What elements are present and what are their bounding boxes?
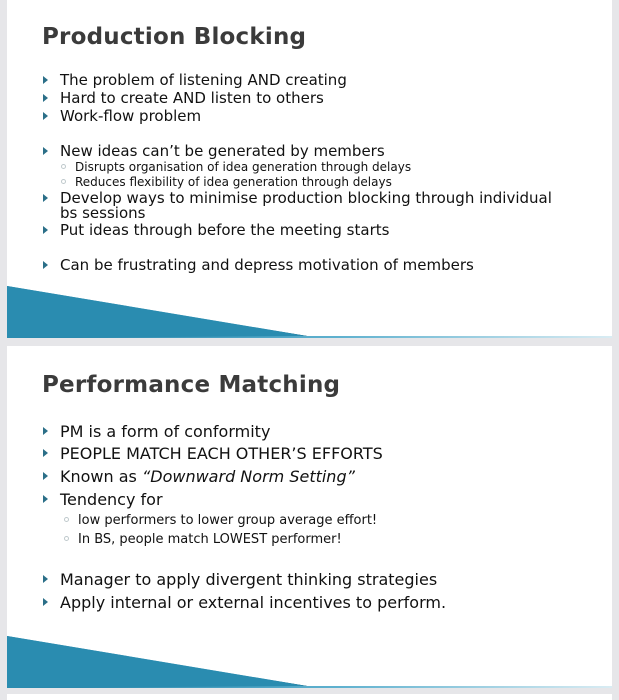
triangle-bullet-icon [43, 261, 48, 269]
triangle-bullet-icon [43, 147, 48, 155]
triangle-bullet-icon [43, 598, 48, 606]
slide-footer-swoosh [7, 286, 612, 338]
triangle-bullet-icon [43, 575, 48, 583]
slide-title: Production Blocking [42, 24, 307, 50]
triangle-bullet-icon [43, 495, 48, 503]
slide-footer-swoosh [7, 636, 612, 688]
triangle-bullet-icon [43, 194, 48, 202]
triangle-bullet-icon [43, 472, 48, 480]
triangle-bullet-icon [43, 112, 48, 120]
slide-title: Performance Matching [42, 372, 341, 398]
next-slide-edge [7, 694, 612, 700]
italic-term: “Downward Norm Setting” [141, 467, 355, 486]
circle-bullet-icon [61, 179, 66, 184]
circle-bullet-icon [61, 164, 66, 169]
triangle-bullet-icon [43, 76, 48, 84]
triangle-bullet-icon [43, 226, 48, 234]
triangle-bullet-icon [43, 94, 48, 102]
circle-bullet-icon [64, 536, 69, 541]
circle-bullet-icon [64, 517, 69, 522]
triangle-bullet-icon [43, 449, 48, 457]
slide-performance-matching: Performance Matching PM is a form of conformity PEOPLE MATCH EACH OTHER’S EFFORTS Known as “Downward Norm Setting” Tendency for low performers to lower group average effort! In BS, people match LOWEST performer! Manager to apply divergent thinking strategies Apply internal or external incentives to perform. [7, 346, 612, 688]
slide-production-blocking: Production Blocking The problem of listening AND creating Hard to create AND listen to others Work-flow problem New ideas can’t be generated by members Disrupts organisation of idea generation through delays Reduces flexibility of idea generation through delays Develop ways to minimise production blocking through individual bs sessions Put ideas through before the meeting starts Can be frustrating and depress motivation of members [7, 0, 612, 338]
triangle-bullet-icon [43, 427, 48, 435]
